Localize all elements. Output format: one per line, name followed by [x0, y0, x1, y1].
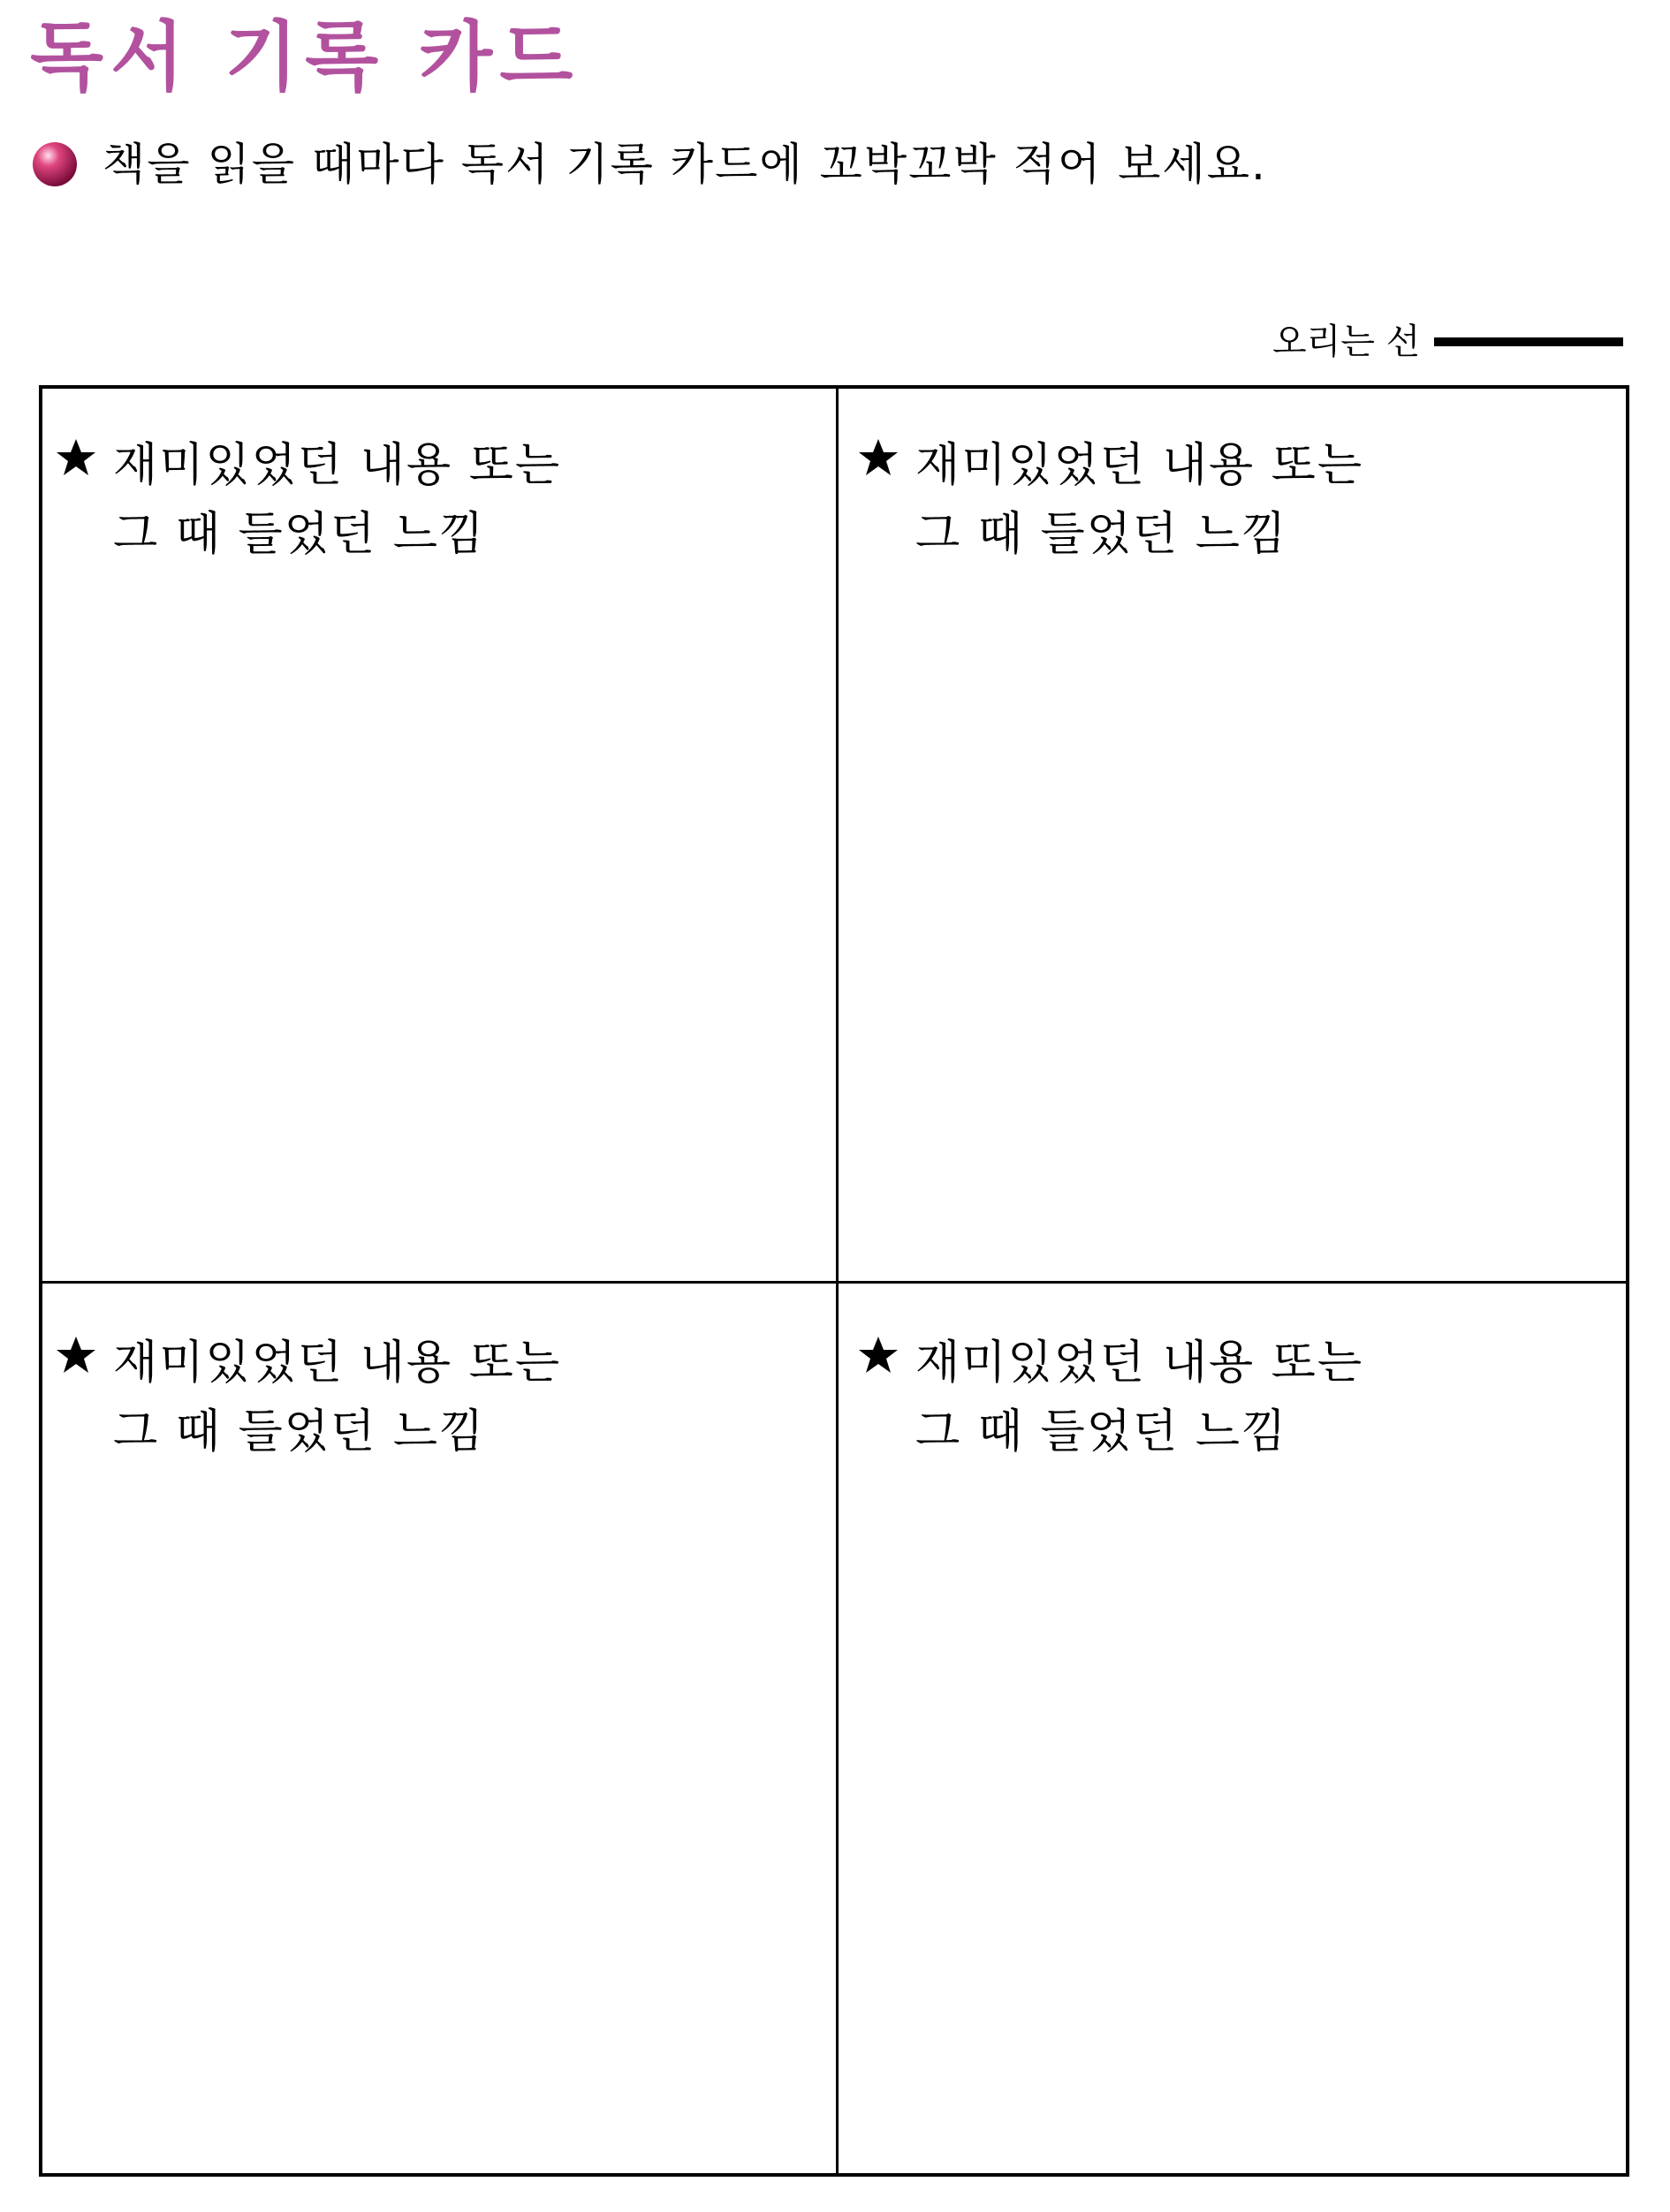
- card-prompt-line1: 재미있었던 내용 또는: [915, 1337, 1364, 1390]
- horizontal-cut-line: [42, 1281, 1626, 1284]
- card-grid: [39, 385, 1629, 2177]
- card-prompt-line1: 재미있었던 내용 또는: [113, 439, 562, 492]
- card-prompt: [857, 431, 1363, 569]
- card-prompt-line2: 그 때 들었던 느낌: [915, 508, 1288, 561]
- instruction: [32, 139, 1267, 190]
- card-prompt-text: [113, 431, 561, 569]
- card-prompt: [55, 431, 561, 569]
- cut-line-legend: [1272, 324, 1623, 360]
- cut-line-sample: [1434, 337, 1623, 346]
- card-prompt-text: [915, 431, 1363, 569]
- cut-line-label: 오리는 선: [1272, 322, 1421, 362]
- star-icon: [857, 1334, 900, 1376]
- page-title: 독서 기록 카드: [30, 13, 581, 102]
- instruction-text: 책을 읽을 때마다 독서 기록 카드에 꼬박꼬박 적어 보세요.: [102, 139, 1267, 190]
- reading-card-top-left[interactable]: [42, 389, 820, 1263]
- pink-sphere-icon: [32, 141, 78, 187]
- star-icon: [857, 436, 900, 479]
- star-icon: [55, 1334, 97, 1376]
- card-prompt-line2: 그 때 들었던 느낌: [113, 1405, 486, 1458]
- reading-card-top-right[interactable]: [845, 389, 1622, 1263]
- card-prompt-line2: 그 때 들었던 느낌: [915, 1405, 1288, 1458]
- card-prompt-text: [915, 1329, 1363, 1466]
- card-prompt-line1: 재미있었던 내용 또는: [915, 439, 1364, 492]
- reading-card-bottom-right[interactable]: [845, 1286, 1622, 2161]
- card-prompt-line2: 그 때 들었던 느낌: [113, 508, 486, 561]
- card-prompt: [857, 1329, 1363, 1466]
- card-prompt: [55, 1329, 561, 1466]
- card-prompt-text: [113, 1329, 561, 1466]
- card-prompt-line1: 재미있었던 내용 또는: [113, 1337, 562, 1390]
- star-icon: [55, 436, 97, 479]
- reading-card-bottom-left[interactable]: [42, 1286, 820, 2161]
